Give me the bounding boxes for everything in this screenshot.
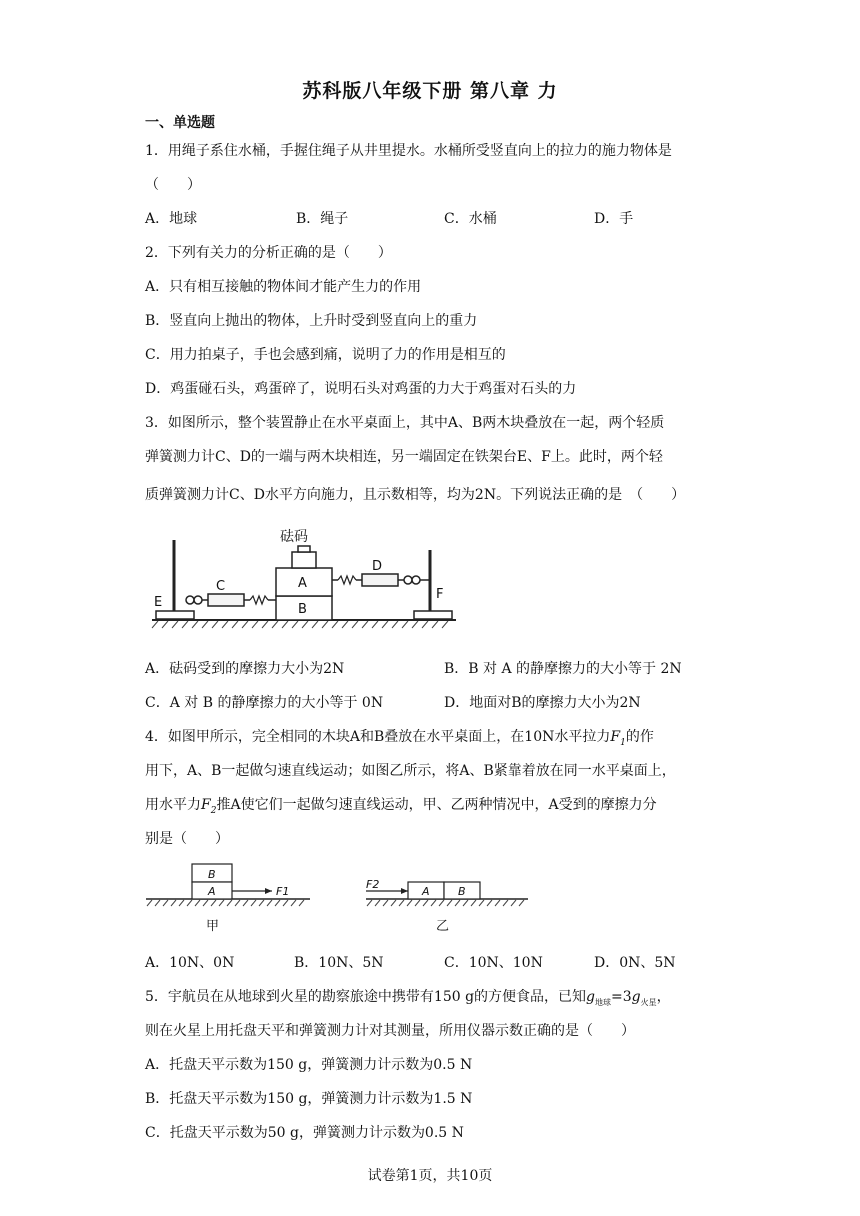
q4-figure-blocks <box>144 858 534 938</box>
q1-stem-line1: 1．用绳子系住水桶，手握住绳子从井里提水。水桶所受竖直向上的拉力的施力物体是 <box>145 143 672 159</box>
q3-stem-line2: 弹簧测力计C、D的一端与两木块相连，另一端固定在铁架台E、F上。此时，两个轻 <box>145 449 663 465</box>
q4-option-c: C．10N、10N <box>444 955 543 971</box>
fig4-right-label-A: A <box>422 885 430 898</box>
q3-figure-spring-apparatus <box>150 524 460 636</box>
fig4-left-label-A: A <box>208 885 216 898</box>
q3-option-a: A．砝码受到的摩擦力大小为2N <box>145 661 345 677</box>
fig4-label-F1: F1 <box>276 885 290 898</box>
q1-stem-line2: （ ） <box>145 177 201 193</box>
q2-option-d: D．鸡蛋碰石头，鸡蛋碎了，说明石头对鸡蛋的力大于鸡蛋对石头的力 <box>145 381 577 397</box>
label-E: E <box>154 595 163 610</box>
q3-option-c: C．A 对 B 的静摩擦力的大小等于 0N <box>145 695 384 711</box>
label-D: D <box>372 559 383 574</box>
q5-option-c: C．托盘天平示数为50 g，弹簧测力计示数为0.5 N <box>145 1125 464 1141</box>
label-F: F <box>436 587 444 602</box>
q4-option-a: A．10N、0N <box>145 955 235 971</box>
q1-option-b: B．绳子 <box>296 211 349 227</box>
section-heading: 一、单选题 <box>145 115 215 131</box>
q1-option-c: C．水桶 <box>444 211 497 227</box>
fig4-left-label-B: B <box>208 868 216 881</box>
page-footer: 试卷第1页，共10页 <box>367 1168 493 1184</box>
q2-option-a: A．只有相互接触的物体间才能产生力的作用 <box>145 279 422 295</box>
q5-option-a: A．托盘天平示数为150 g，弹簧测力计示数为0.5 N <box>145 1057 473 1073</box>
q3-option-d: D．地面对B的摩擦力大小为2N <box>444 695 641 711</box>
q1-option-a: A．地球 <box>145 211 198 227</box>
q5-stem-line2: 则在火星上用托盘天平和弹簧测力计对其测量，所用仪器示数正确的是（ ） <box>145 1023 635 1039</box>
label-B: B <box>298 602 307 617</box>
q5-stem-line1: 5．宇航员在从地球到火星的勘察旅途中携带有150 g的方便食品，已知$g_{地球}=3g_{火星}$， <box>145 989 671 1007</box>
q3-option-b: B．B 对 A 的静摩擦力的大小等于 2N <box>444 661 682 677</box>
q3-stem-line1: 3．如图所示，整个装置静止在水平桌面上，其中A、B两木块叠放在一起，两个轻质 <box>145 415 665 431</box>
q2-option-c: C．用力拍桌子，手也会感到痛，说明了力的作用是相互的 <box>145 347 506 363</box>
q3-stem-line3: 质弹簧测力计C、D水平方向施力，且示数相等，均为2N。下列说法正确的是 （ ） <box>145 487 686 503</box>
label-weight: 砝码 <box>280 529 308 545</box>
fig4-label-F2: F2 <box>366 878 380 891</box>
q1-option-d: D．手 <box>594 211 634 227</box>
caption-jia: 甲 <box>206 919 220 934</box>
q5-option-b: B．托盘天平示数为150 g，弹簧测力计示数为1.5 N <box>145 1091 473 1107</box>
q4-stem-line1: 4．如图甲所示，完全相同的木块A和B叠放在水平桌面上，在10N水平拉力$F_1$的作 <box>145 729 654 748</box>
q4-stem-line4: 别是（ ） <box>145 831 229 847</box>
fig4-right-label-B: B <box>458 885 466 898</box>
label-C: C <box>216 579 226 594</box>
caption-yi: 乙 <box>436 919 450 934</box>
q4-stem-line2: 用下，A、B一起做匀速直线运动；如图乙所示，将A、B紧靠着放在同一水平桌面上， <box>145 763 676 779</box>
q2-stem: 2．下列有关力的分析正确的是（ ） <box>145 245 392 261</box>
q2-option-b: B．竖直向上抛出的物体，上升时受到竖直向上的重力 <box>145 313 478 329</box>
label-A: A <box>298 576 307 591</box>
q4-option-d: D．0N、5N <box>594 955 676 971</box>
q4-option-b: B．10N、5N <box>294 955 384 971</box>
page-title: 苏科版八年级下册 第八章 力 <box>302 80 558 102</box>
q4-stem-line3: 用水平力$F_2$推A使它们一起做匀速直线运动，甲、乙两种情况中，A受到的摩擦力分 <box>145 797 657 816</box>
